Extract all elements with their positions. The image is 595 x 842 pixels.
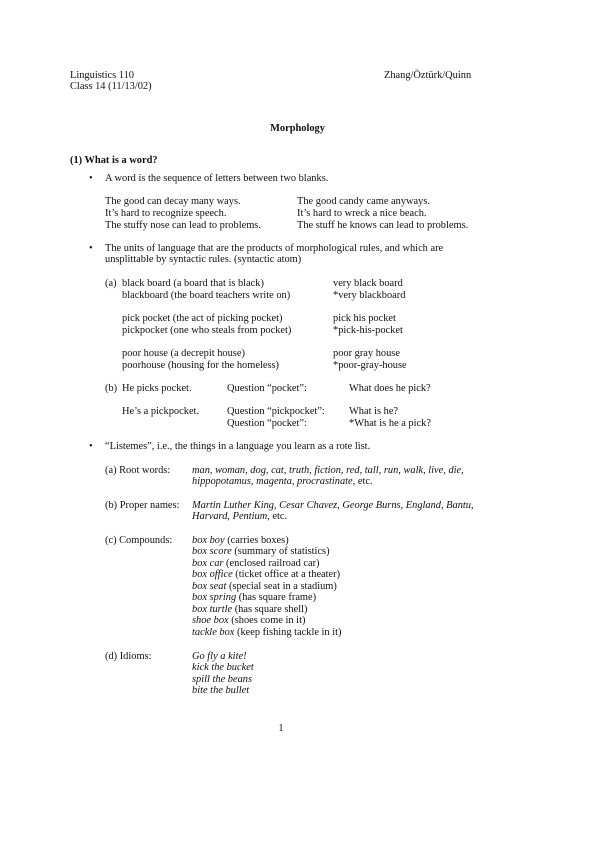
bullet-icon: • xyxy=(89,243,93,254)
compound-example-left: blackboard (the board teachers write on) xyxy=(122,290,291,301)
example-right-3: The stuff he knows can lead to problems. xyxy=(297,220,469,231)
example-right-1: The good candy came anyways. xyxy=(297,196,431,207)
compound-item: box seat (special seat in a stadium) xyxy=(192,581,337,592)
question-answer: What is he? xyxy=(349,406,399,417)
bullet1-text: A word is the sequence of letters between two blanks. xyxy=(105,173,329,184)
proper-names-line1: Martin Luther King, Cesar Chavez, George Burns, England, Bantu, xyxy=(192,500,474,511)
idiom-item: Go fly a kite! xyxy=(192,651,247,662)
question-label: Question “pocket”: xyxy=(227,418,307,429)
compound-example-right: very black board xyxy=(333,278,403,289)
idiom-item: kick the bucket xyxy=(192,662,254,673)
compound-item: shoe box (shoes come in it) xyxy=(192,615,306,626)
proper-names-line2: Harvard, Pentium, etc. xyxy=(192,511,288,522)
page-number: 1 xyxy=(278,723,284,734)
compound-example-left: pickpocket (one who steals from pocket) xyxy=(122,325,292,336)
idioms-label: (d) Idioms: xyxy=(105,651,152,662)
bullet-icon: • xyxy=(89,441,93,452)
question-sentence: He’s a pickpocket. xyxy=(122,406,200,417)
example-left-3: The stuffy nose can lead to problems. xyxy=(105,220,261,231)
bullet2-line2: unsplittable by syntactic rules. (syntactic atom) xyxy=(105,254,302,265)
compound-example-right: poor gray house xyxy=(333,348,400,359)
question-answer: *What is he a pick? xyxy=(349,418,431,429)
question-sentence: He picks pocket. xyxy=(122,383,192,394)
root-words-line2: hippopotamus, magenta, procrastinate, etc. xyxy=(192,476,373,487)
question-label: Question “pocket”: xyxy=(227,383,307,394)
question-answer: What does he pick? xyxy=(349,383,431,394)
root-words-line1: man, woman, dog, cat, truth, fiction, red, tall, run, walk, live, die, xyxy=(192,465,464,476)
compound-example-right: *poor-gray-house xyxy=(333,360,407,371)
sub-label-a: (a) xyxy=(105,278,117,289)
compound-item: box spring (has square frame) xyxy=(192,592,317,603)
compound-item: box turtle (has square shell) xyxy=(192,604,308,615)
compound-item: box car (enclosed railroad car) xyxy=(192,558,320,569)
compounds-label: (c) Compounds: xyxy=(105,535,173,546)
idiom-item: spill the beans xyxy=(192,674,253,685)
example-right-2: It’s hard to wreck a nice beach. xyxy=(297,208,427,219)
proper-names-label: (b) Proper names: xyxy=(105,500,180,511)
compound-example-left: poorhouse (housing for the homeless) xyxy=(122,360,279,371)
compound-example-left: black board (a board that is black) xyxy=(122,278,264,289)
course-title: Linguistics 110 xyxy=(70,70,134,81)
compound-example-left: poor house (a decrepit house) xyxy=(122,348,245,359)
authors: Zhang/Öztürk/Quinn xyxy=(384,70,472,81)
section-heading: (1) What is a word? xyxy=(70,155,158,166)
compound-example-right: *pick-his-pocket xyxy=(333,325,403,336)
bullet3-text: “Listemes”, i.e., the things in a language you learn as a rote list. xyxy=(105,441,371,452)
bullet2-line1: The units of language that are the products of morphological rules, and which are xyxy=(105,243,444,254)
page-title: Morphology xyxy=(270,123,325,134)
sub-label-b: (b) xyxy=(105,383,118,394)
root-words-label: (a) Root words: xyxy=(105,465,171,476)
compound-item: tackle box (keep fishing tackle in it) xyxy=(192,627,342,638)
bullet-icon: • xyxy=(89,173,93,184)
example-left-2: It’s hard to recognize speech. xyxy=(105,208,227,219)
compound-item: box boy (carries boxes) xyxy=(192,535,289,546)
compound-item: box office (ticket office at a theater) xyxy=(192,569,341,580)
compound-example-left: pick pocket (the act of picking pocket) xyxy=(122,313,283,324)
example-left-1: The good can decay many ways. xyxy=(105,196,241,207)
compound-item: box score (summary of statistics) xyxy=(192,546,330,557)
compound-example-right: *very blackboard xyxy=(333,290,406,301)
class-info: Class 14 (11/13/02) xyxy=(70,81,152,92)
idiom-item: bite the bullet xyxy=(192,685,250,696)
question-label: Question “pickpocket”: xyxy=(227,406,325,417)
compound-example-right: pick his pocket xyxy=(333,313,396,324)
